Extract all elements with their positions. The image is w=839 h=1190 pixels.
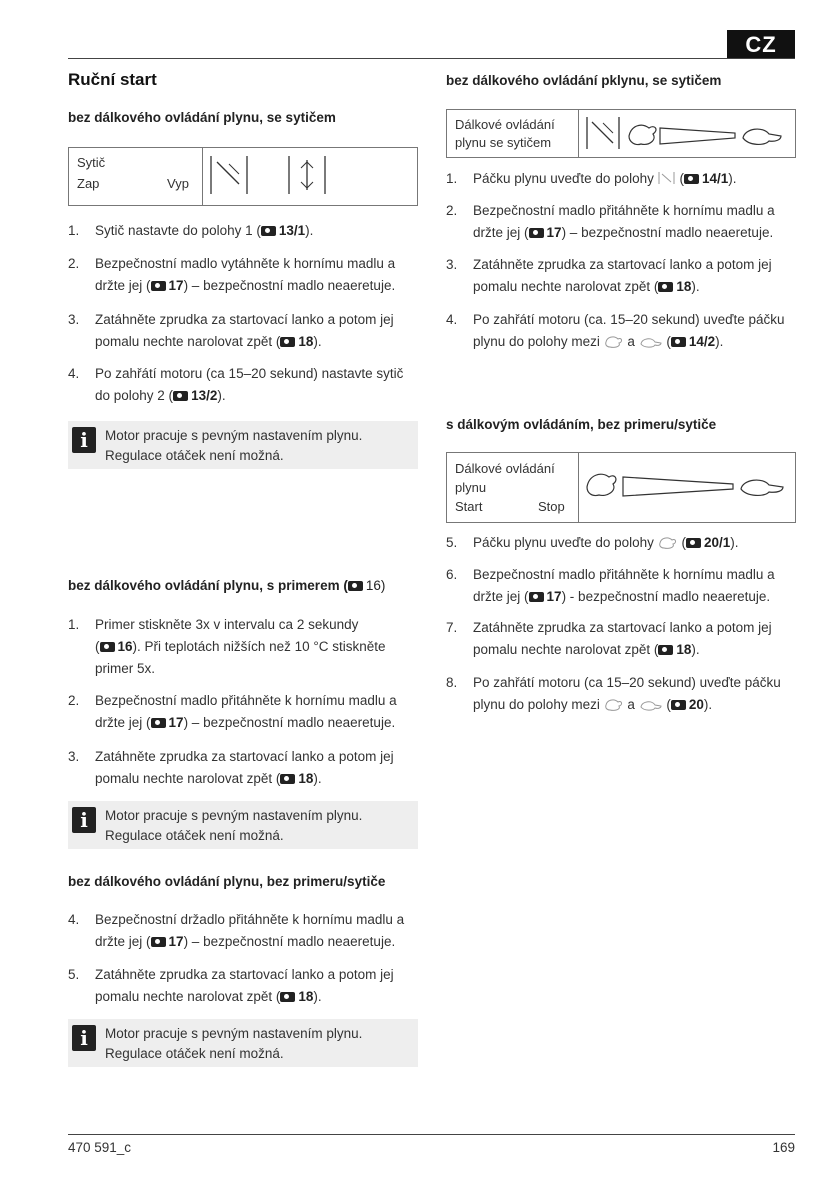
camera-icon [671,337,686,347]
section-heading-remote-choke: bez dálkového ovládání pklynu, se sytičem [446,73,722,88]
camera-icon [280,774,295,784]
turtle-icon [639,697,663,711]
camera-icon [151,718,166,728]
start-label: Start [455,499,483,514]
camera-icon [529,228,544,238]
list-item: 6. Bezpečnostní madlo přitáhněte k hornímu madlu a držte jej ( 17) - bezpečnostní madlo neaeretuje. [446,567,775,604]
list-item: 2. Bezpečnostní madlo přitáhněte k hornímu madlu a držte jej ( 17) – bezpečnostní madlo neaeretuje. [446,203,775,240]
rabbit-icon [604,697,624,711]
header-rule [68,58,795,59]
info-note: i Motor pracuje s pevným nastavením plynu. Regulace otáček není možná. [68,1019,418,1067]
camera-icon [348,581,363,591]
list-item: 4. Po zahřátí motoru (ca. 15–20 sekund) uveďte páčku plynu do polohy mezi a ( 14/2). [446,312,785,349]
camera-icon [261,226,276,236]
camera-icon [529,592,544,602]
camera-icon [151,937,166,947]
camera-icon [173,391,188,401]
choke-table [68,147,418,206]
throttle-rabbit-turtle-icon [583,463,789,507]
list-item: 2. Bezpečnostní madlo vytáhněte k hornímu madlu a držte jej ( 17) – bezpečnostní madlo neaeretuje. [68,256,396,293]
list-item: 1. Sytič nastavte do polohy 1 ( 13/1). [68,223,314,238]
rabbit-icon [604,334,624,348]
camera-icon [658,645,673,655]
info-icon: i [72,427,96,453]
page-title: Ruční start [68,70,157,89]
remote-throttle-table: Dálkové ovládání plynu Start Stop [446,452,796,523]
list-item: 4. Po zahřátí motoru (ca 15–20 sekund) nastavte sytič do polohy 2 ( 13/2). [68,366,404,403]
list-item: 5. Páčku plynu uveďte do polohy ( 20/1). [446,535,739,550]
footer-rule [68,1134,795,1135]
list-item: 1. Primer stiskněte 3x v intervalu ca 2 sekundy ( 16). Při teplotách nižších než 10 °C stiskněte primer 5x. [68,617,386,676]
document-id: 470 591_c [68,1140,132,1155]
list-item: 7. Zatáhněte zprudka za startovací lanko a potom jej pomalu nechte narolovat zpět ( 18). [446,620,772,657]
choke-label: Sytič [77,155,106,170]
camera-icon [280,992,295,1002]
list-item: 3. Zatáhněte zprudka za startovací lanko a potom jej pomalu nechte narolovat zpět ( 18). [68,312,394,349]
info-note: i Motor pracuje s pevným nastavením plynu. Regulace otáček není možná. [68,421,418,469]
list-item: 5. Zatáhněte zprudka za startovací lanko a potom jej pomalu nechte narolovat zpět ( 18). [68,967,394,1004]
camera-icon [684,174,699,184]
list-item: 8. Po zahřátí motoru (ca 15–20 sekund) uveďte páčku plynu do polohy mezi a ( 20). [446,675,781,712]
section-heading-no-primer: bez dálkového ovládání plynu, bez primeru/sytiče [68,874,386,889]
info-note: i Motor pracuje s pevným nastavením plynu. Regulace otáček není možná. [68,801,418,849]
list-item: 3. Zatáhněte zprudka za startovací lanko a potom jej pomalu nechte narolovat zpět ( 18). [446,257,772,294]
camera-icon [100,642,115,652]
list-item: 4. Bezpečnostní držadlo přitáhněte k hornímu madlu a držte jej ( 17) – bezpečnostní madlo neaeretuje. [68,912,405,949]
info-icon: i [72,1025,96,1051]
throttle-choke-rabbit-turtle-icon [585,114,790,152]
camera-icon [658,282,673,292]
page-number: 169 [772,1140,795,1155]
choke-on-label: Zap [77,176,100,191]
camera-icon [686,538,701,548]
choke-off-label: Vyp [167,176,189,191]
section-heading-primer: bez dálkového ovládání plynu, s primerem ( 16) [68,578,386,593]
turtle-icon [639,334,663,348]
info-icon: i [72,807,96,833]
section-heading-choke: bez dálkového ovládání plynu, se sytičem [68,110,336,125]
camera-icon [151,281,166,291]
list-item: 2. Bezpečnostní madlo přitáhněte k hornímu madlu a držte jej ( 17) – bezpečnostní madlo neaeretuje. [68,693,397,730]
list-item: 1. Páčku plynu uveďte do polohy ( 14/1). [446,171,737,186]
list-item: 3. Zatáhněte zprudka za startovací lanko a potom jej pomalu nechte narolovat zpět ( 18). [68,749,394,786]
camera-icon [280,337,295,347]
camera-icon [671,700,686,710]
section-heading-remote-no-primer: s dálkovým ovládáním, bez primeru/sytiče [446,417,717,432]
choke-lever-icon [209,154,409,198]
choke-position-icon [658,171,676,185]
stop-label: Stop [538,499,565,514]
rabbit-icon [658,535,678,549]
language-badge: CZ [727,30,795,59]
remote-choke-table: Dálkové ovládání plynu se sytičem [446,109,796,158]
